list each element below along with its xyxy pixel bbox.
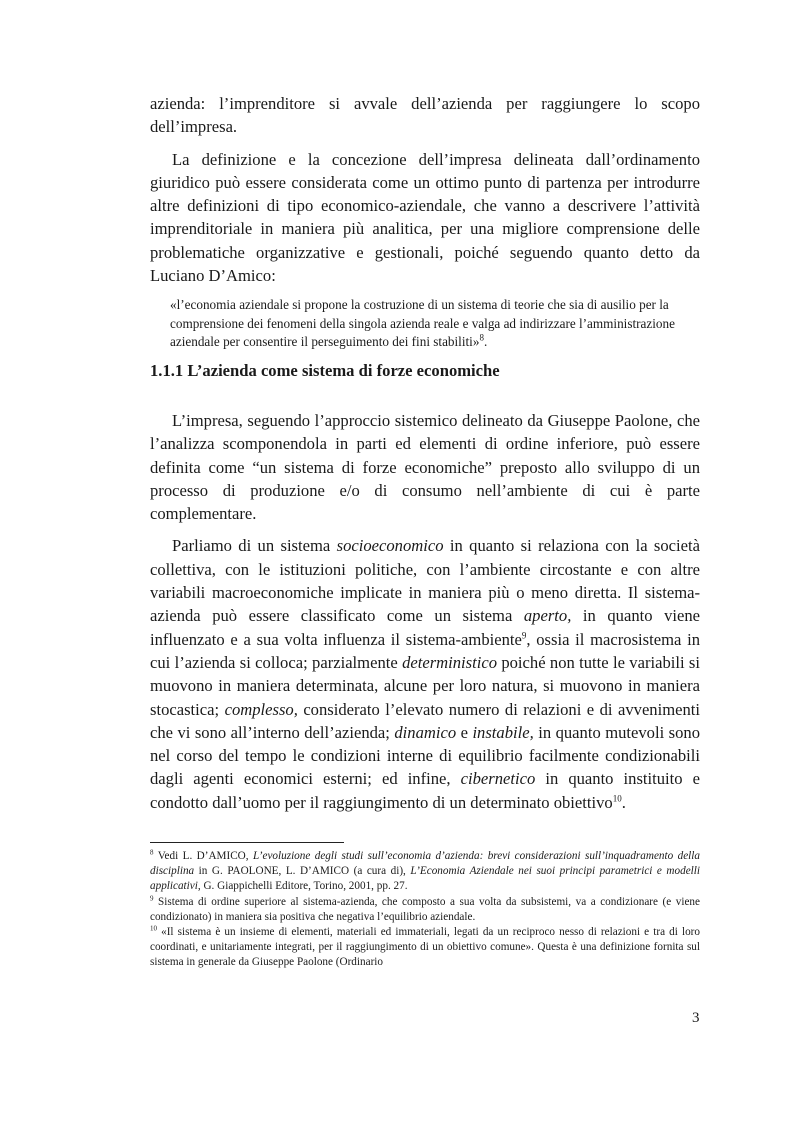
emphasis-term: socioeconomico [336, 536, 444, 556]
footnote-number: 8 [150, 848, 154, 857]
emphasis-term: dinamico [394, 722, 457, 742]
paragraph-system-approach: L’impresa, seguendo l’approccio sistemico delineato da Giuseppe Paolone, che l’analizza scomponendola in parti ed elementi di ordine inferiore, può essere definita come “un sistema di forze economiche” preposto allo sviluppo di un processo di produzione e/o di consumo nell’ambiente di cui è parte complementare. [150, 410, 700, 524]
footnote-9 [150, 895, 700, 925]
quote-text: «l’economia aziendale si propone la costruzione di un sistema di teorie che sia di ausilio per la comprensione dei fenomeni della singola azienda reale e valga ad indirizzare l’amministrazione aziendale per consentire il perseguimento dei fini stabiliti» [170, 297, 675, 349]
text-segment: Vedi L. D’AMICO, [153, 850, 253, 863]
footnote-8 [150, 849, 700, 895]
page-number: 3 [692, 1010, 700, 1026]
emphasis-term: complesso, [224, 699, 298, 719]
text-segment: , ossia il macrosistema in cui l’azienda si colloca; parzialmente [150, 629, 701, 672]
text-segment: Sistema di ordine superiore al sistema-azienda, che composto a sua volta da subsistemi, va a condizionare (e viene condizionato) in maniera sia positiva che negativa l’equilibrio aziendale. [150, 895, 700, 923]
text-segment: in quanto mutevoli sono nel corso del tempo le condizioni interne di equilibrio facilmente condizionabili dagli agenti economici esterni; ed infine, [150, 722, 700, 789]
footnote-ref-9[interactable]: 9 [521, 630, 527, 641]
text-segment: in quanto instituito e condotto dall’uomo per il raggiungimento di un determinato obiettivo [150, 769, 700, 812]
emphasis-term: cibernetico [460, 769, 536, 789]
paragraph-definition: La definizione e la concezione dell’impresa delineata dall’ordinamento giuridico può essere considerata come un ottimo punto di partenza per introdurre altre definizioni di tipo economico-aziendale, che vanno a descrivere l’attività imprenditoriale in maniera più analitica, per una migliore comprensione delle problematiche organizzative e gestionali, poiché seguendo quanto detto da Luciano D’Amico: [150, 149, 700, 286]
text-segment: «Il sistema è un insieme di elementi, materiali ed immateriali, legati da un reciproco nesso di relazioni e tra di loro coordinati, e unitariamente integrati, per il raggiungimento di un obiettivo comune». Questa è una definizione fornita sul sistema in generale da Giuseppe Paolone (Ordinario [150, 926, 700, 969]
footnote-ref-8[interactable]: 8 [479, 332, 484, 343]
text-segment: Parliamo di un sistema [172, 536, 337, 556]
text-segment: in G. PAOLONE, L. D’AMICO (a cura di), [194, 865, 411, 878]
paragraph-continuation: azienda: l’imprenditore si avvale dell’azienda per raggiungere lo scopo dell’impresa. [150, 94, 700, 137]
text-segment: in quanto viene influenzato e a sua volta influenza il sistema-ambiente [150, 606, 701, 649]
text-segment: . [621, 792, 626, 812]
text-segment: e [456, 722, 473, 742]
emphasis-term: aperto, [523, 606, 572, 626]
text-segment: in quanto si relaziona con la società collettiva, con le istituzioni politiche, con l’ambiente circostante e con altre variabili macroeconomiche implicate in maniera più o meno diretta. Il sistema-azienda può essere classificato come un sistema [150, 536, 700, 626]
document-page [150, 92, 700, 971]
footnote-number: 10 [150, 924, 157, 933]
text-segment: poiché non tutte le variabili si muovono in maniera determinata, alcune per loro natura, si muovono in maniera stocastica; [150, 652, 700, 719]
citation-title: L’evoluzione degli studi sull’economia d’azienda: brevi considerazioni sull’inquadramento della disciplina [150, 850, 700, 878]
section-heading: 1.1.1 L’azienda come sistema di forze economiche [150, 360, 500, 380]
footnote-number: 9 [150, 893, 154, 902]
footnote-10 [150, 925, 700, 971]
footnote-ref-10[interactable]: 10 [612, 793, 622, 804]
citation-title: L’Economia Aziendale nei suoi principi parametrici e modelli applicativi, [150, 865, 700, 893]
text-segment: considerato l’elevato numero di relazioni e di avvenimenti che vi sono all’interno dell’azienda; [150, 699, 701, 742]
text-segment: G. Giappichelli Editore, Torino, 2001, pp. 27. [200, 880, 408, 893]
paragraph-socioeconomic [150, 534, 700, 814]
footnote-divider [150, 842, 344, 843]
emphasis-term: deterministico [402, 652, 497, 672]
emphasis-term: instabile, [472, 722, 534, 742]
block-quote: «l’economia aziendale si propone la costruzione di un sistema di teorie che sia di ausilio per la comprensione dei fenomeni della singola azienda reale e valga ad indirizzare l’amministrazione aziendale per consentire il perseguimento dei fini stabiliti»$^8$. [170, 297, 675, 349]
